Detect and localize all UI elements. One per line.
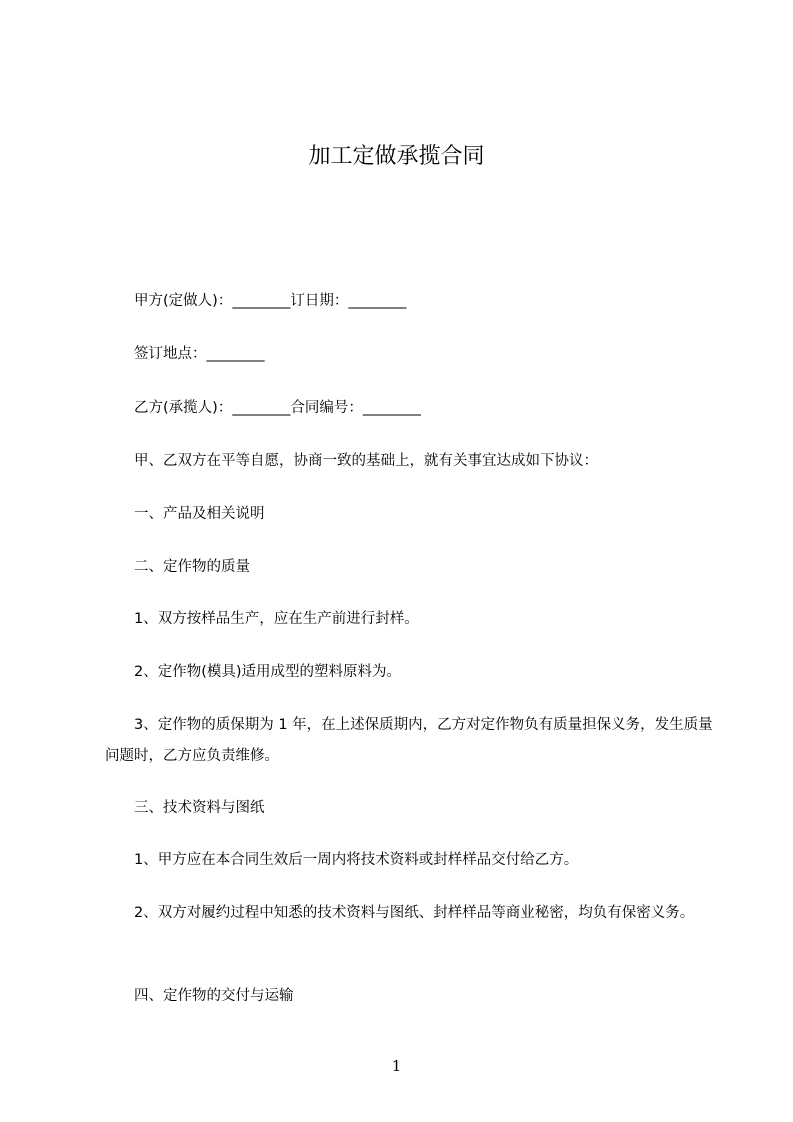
clause-2-2: 2、定作物(模具)适用成型的塑料原料为。 — [105, 664, 402, 680]
section-heading-3: 三、技术资料与图纸 — [105, 800, 265, 816]
party-b-line: 乙方(承揽人)：________合同编号：________ — [105, 400, 421, 416]
clause-2-3: 3、定作物的质保期为 1 年，在上述保质期内，乙方对定作物负有质量担保义务，发生质量问题时，乙方应负责维修。 — [105, 717, 713, 764]
document-title: 加工定做承揽合同 — [308, 144, 485, 169]
party-a-line: 甲方(定做人)：________订日期：________ — [105, 293, 407, 309]
clause-3-2: 2、双方对履约过程中知悉的技术资料与图纸、封样样品等商业秘密，均负有保密义务。 — [105, 905, 695, 921]
section-heading-4: 四、定作物的交付与运输 — [105, 988, 294, 1004]
page-number: 1 — [391, 1057, 402, 1075]
clause-3-1: 1、甲方应在本合同生效后一周内将技术资料或封样样品交付给乙方。 — [105, 852, 579, 868]
clause-2-1: 1、双方按样品生产，应在生产前进行封样。 — [105, 611, 419, 627]
section-heading-1: 一、产品及相关说明 — [105, 506, 265, 522]
preamble-paragraph: 甲、乙双方在平等自愿，协商一致的基础上，就有关事宜达成如下协议： — [105, 453, 598, 469]
section-heading-2: 二、定作物的质量 — [105, 559, 250, 575]
signing-place-line: 签订地点：________ — [105, 346, 265, 362]
